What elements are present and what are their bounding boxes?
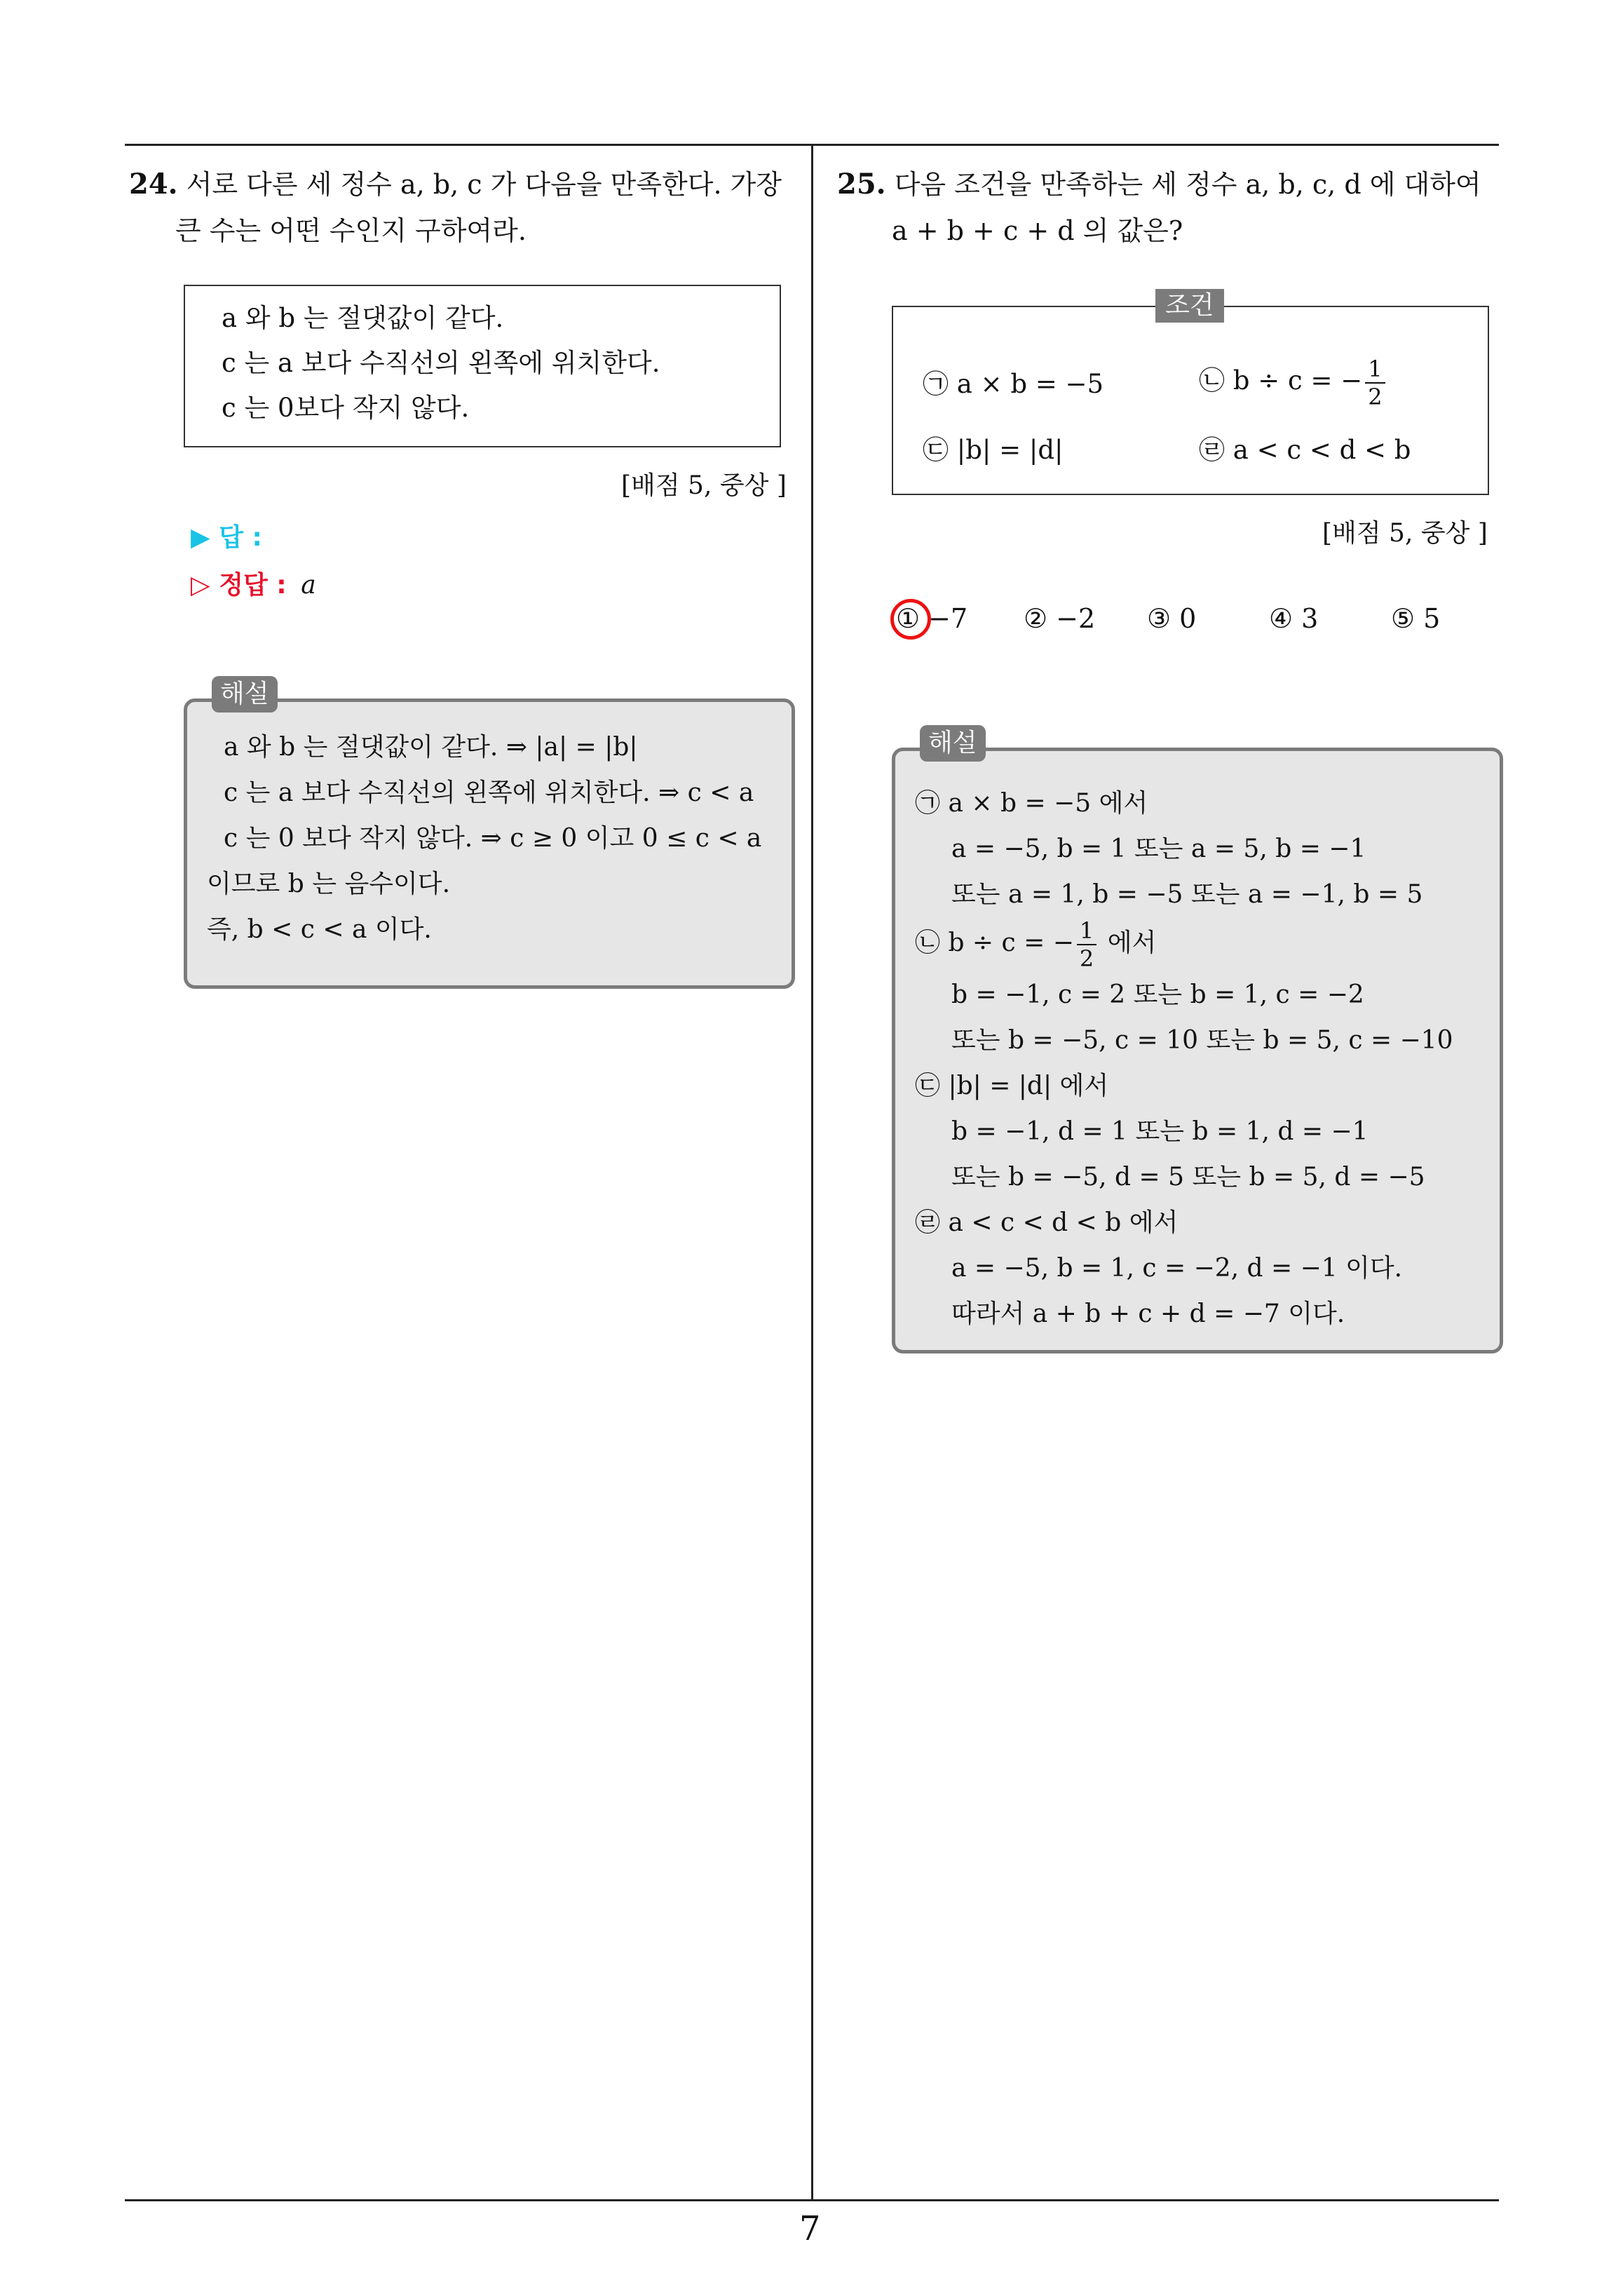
- q25-expl-line8: b = −1, d = 1 또는 b = 1, d = −1: [951, 1117, 1369, 1146]
- q25-expl-line2: a = −5, b = 1 또는 a = 5, b = −1: [951, 835, 1366, 863]
- q24-correct-row: [191, 565, 316, 601]
- q24-explanation-box: [184, 698, 795, 989]
- q25-choice-5[interactable]: [1391, 603, 1440, 634]
- q25-cond-1: ㉠ a × b = −5: [923, 369, 1104, 399]
- q25-condition-box: [892, 306, 1489, 495]
- question-24: [129, 161, 802, 254]
- q24-text-line2: 큰 수는 어떤 수인지 구하여라.: [175, 215, 527, 246]
- q25-expl-line6: 또는 b = −5, c = 10 또는 b = 5, c = −10: [951, 1026, 1453, 1055]
- q25-expl-line10: ㉣ a < c < d < b 에서: [915, 1208, 1179, 1237]
- q25-line1: [837, 161, 1510, 208]
- q25-cond-4: ㉣ a < c < d < b: [1199, 435, 1411, 465]
- q25-cond-3: ㉢ |b| = |d|: [923, 435, 1064, 465]
- q24-explanation-title: 해설: [212, 676, 278, 713]
- q24-condition-2: c 는 a 보다 수직선의 왼쪽에 위치한다.: [222, 348, 660, 378]
- q25-choice-3[interactable]: [1147, 603, 1196, 634]
- q25-expl-line12: 따라서 a + b + c + d = −7 이다.: [951, 1299, 1345, 1328]
- fraction-denominator: 2: [1079, 945, 1094, 972]
- q25-choice-2-label: ② −2: [1024, 603, 1096, 634]
- fraction-numerator: 1: [1077, 917, 1096, 945]
- q25-score: [배점 5, 중상 ]: [1322, 519, 1488, 548]
- q25-expl-line4-suffix: 에서: [1099, 928, 1157, 957]
- page-number: 7: [799, 2209, 821, 2248]
- q24-condition-3: c 는 0보다 작지 않다.: [222, 393, 470, 423]
- q25-explanation-box: [892, 748, 1503, 1353]
- q25-choice-2[interactable]: [1024, 603, 1095, 634]
- q25-expl-line1: ㉠ a × b = −5 에서: [915, 789, 1148, 818]
- q25-condition-title: 조건: [1155, 289, 1224, 323]
- q25-expl-line3: 또는 a = 1, b = −5 또는 a = −1, b = 5: [951, 880, 1423, 909]
- q25-expl-line7: ㉢ |b| = |d| 에서: [915, 1072, 1109, 1100]
- q25-expl-line9: 또는 b = −5, d = 5 또는 b = 5, d = −5: [951, 1163, 1425, 1191]
- q24-expl-line3: c 는 0 보다 작지 않다. ⇒ c ≥ 0 이고 0 ≤ c < a: [224, 824, 762, 853]
- q25-expl-fraction: [1077, 917, 1096, 972]
- q25-choice-5-label: ⑤ 5: [1391, 603, 1441, 634]
- q25-choice-1[interactable]: [896, 603, 967, 634]
- q25-choice-1-label: ① −7: [896, 603, 968, 634]
- q25-number: 25.: [837, 168, 886, 201]
- q24-expl-line5: 즉, b < c < a 이다.: [207, 915, 432, 944]
- question-25: [837, 161, 1510, 254]
- q24-condition-box: [184, 285, 781, 447]
- q24-expl-line4: 이므로 b 는 음수이다.: [207, 870, 451, 898]
- q24-correct-label: ▷ 정답 :: [191, 571, 287, 600]
- bottom-rule: [125, 2199, 1499, 2201]
- fraction-numerator: 1: [1365, 356, 1385, 384]
- q25-cond-2-text: ㉡ b ÷ c = −: [1199, 365, 1363, 396]
- q25-choice-4-label: ④ 3: [1269, 603, 1319, 634]
- q25-text-line2: a + b + c + d 의 값은?: [892, 215, 1183, 246]
- q25-expl-line4: [915, 917, 1500, 972]
- q24-correct-value: a: [301, 571, 316, 600]
- column-divider: [811, 144, 813, 2201]
- q25-cond-2: [1199, 349, 1388, 412]
- q24-score: [배점 5, 중상 ]: [621, 471, 787, 500]
- q24-line1: [129, 161, 802, 208]
- q25-cond-2-fraction: [1365, 356, 1385, 410]
- fraction-denominator: 2: [1368, 383, 1383, 410]
- selected-circle-mark: [890, 599, 931, 640]
- q25-choice-4[interactable]: [1269, 603, 1318, 634]
- q25-expl-line5: b = −1, c = 2 또는 b = 1, c = −2: [951, 980, 1364, 1009]
- q25-text-line1: 다음 조건을 만족하는 세 정수 a, b, c, d 에 대하여: [894, 169, 1481, 200]
- q25-expl-line4-text: ㉡ b ÷ c = −: [915, 928, 1074, 957]
- q24-text-line1: 서로 다른 세 정수 a, b, c 가 다음을 만족한다. 가장: [186, 169, 782, 200]
- q24-number: 24.: [129, 168, 178, 201]
- q25-expl-line11: a = −5, b = 1, c = −2, d = −1 이다.: [951, 1254, 1403, 1283]
- q24-answer-label: ▶ 답 :: [191, 523, 262, 552]
- q24-expl-line1: a 와 b 는 절댓값이 같다. ⇒ |a| = |b|: [224, 733, 638, 762]
- q24-expl-line2: c 는 a 보다 수직선의 왼쪽에 위치한다. ⇒ c < a: [224, 778, 754, 807]
- q24-condition-1: a 와 b 는 절댓값이 같다.: [222, 303, 504, 333]
- q25-explanation-title: 해설: [920, 725, 986, 762]
- q25-choice-3-label: ③ 0: [1147, 603, 1197, 634]
